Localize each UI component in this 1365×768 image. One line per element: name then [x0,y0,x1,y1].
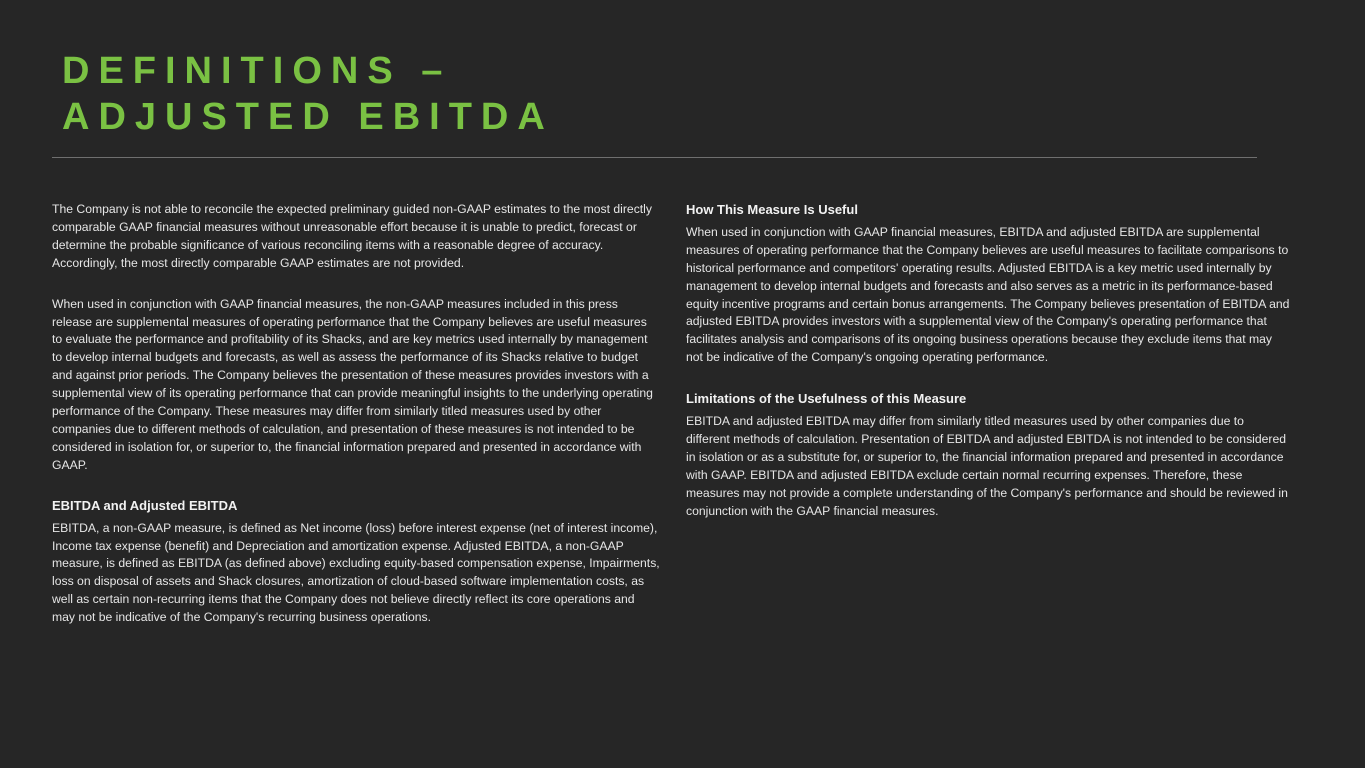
page-title-line-2: ADJUSTED EBITDA [62,96,554,138]
limitations-heading: Limitations of the Usefulness of this Measure [686,391,967,407]
ebitda-definition-heading: EBITDA and Adjusted EBITDA [52,497,238,513]
page-title-line-1: DEFINITIONS – [62,50,452,92]
reconciliation-paragraph: The Company is not able to reconcile the expected preliminary guided non-GAAP estimates to the most directly comparable GAAP financial measures without unreasonable effort because it is unable to predict, forecast or determine the probable significance of various reconciling items with a reasonable degree of accuracy. Accordingly, the most directly comparable GAAP estimates are not provided. [52,202,652,270]
ebitda-definition-paragraph: EBITDA, a non-GAAP measure, is defined as Net income (loss) before interest expense (net of interest income), Income tax expense (benefit) and Depreciation and amortization expense. Adjusted EBITDA, a non-GAAP measure, is defined as EBITDA (as defined above) excluding equity-based compensation expense, Impairments, loss on disposal of assets and Shack closures, amortization of cloud-based software implementation costs, as well as certain non-recurring items that the Company does not believe directly reflect its core operations and may not be indicative of the Company's recurring business operations. [52,520,660,625]
left-column [52,201,660,650]
right-column [686,201,1290,544]
page-title [62,48,554,140]
non-gaap-usage-paragraph: When used in conjunction with GAAP financial measures, the non-GAAP measures included in this press release are supplemental measures of operating performance that the Company believes are useful measures to evaluate the performance and profitability of its Shacks, and are key metrics used internally by management to develop internal budgets and forecasts, as well as assess the performance of its Shacks relative to budget and against prior periods. The Company believes the presentation of these measures provides investors with a supplemental view of its operating performance that can provide meaningful insights to the underlying operating performance of the Company. These measures may differ from similarly titled measures used by other companies due to different methods of calculation, and presentation of these measures is not intended to be considered in isolation for, or superior to, the financial information prepared and presented in accordance with GAAP. [52,296,653,472]
usefulness-heading: How This Measure Is Useful [686,202,858,217]
title-divider [52,157,1257,158]
usefulness-paragraph: When used in conjunction with GAAP financial measures, EBITDA and adjusted EBITDA are supplemental measures of operating performance that the Company believes are useful measures to facilitate comparisons to historical performance and competitors' operating results. Adjusted EBITDA is a key metric used internally by management to develop internal budgets and forecasts and also serves as a metric in its performance-based equity incentive programs and certain bonus arrangements. The Company believes presentation of EBITDA and adjusted EBITDA provides investors with a supplemental view of the Company's operating performance that facilitates analysis and comparisons of its ongoing business operations because they exclude items that may not be indicative of the Company's ongoing operating performance. [686,224,1290,365]
limitations-paragraph: EBITDA and adjusted EBITDA may differ from similarly titled measures used by other companies due to different methods of calculation. Presentation of EBITDA and adjusted EBITDA is not intended to be considered in isolation or as a substitute for, or superior to, the financial information prepared and presented in accordance with GAAP. EBITDA and adjusted EBITDA exclude certain normal recurring expenses. Therefore, these measures may not provide a complete understanding of the Company's performance and should be reviewed in conjunction with the GAAP financial measures. [686,414,1288,518]
